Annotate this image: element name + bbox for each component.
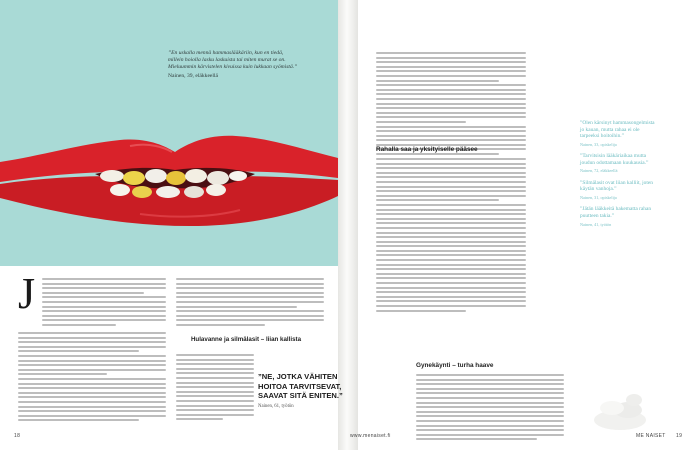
left-page-number: 18 <box>14 433 21 439</box>
pills-image <box>580 380 660 436</box>
left-subhead: Hulavanne ja silmälasit – liian kallista <box>190 336 302 343</box>
body-column-1b <box>18 332 166 424</box>
sidebar-attr-3: Nainen, 31, opiskelija <box>580 194 617 200</box>
right-body-column-1 <box>376 52 526 158</box>
right-subhead-1: Rahalla saa ja yksityiselle pääsee <box>376 146 478 153</box>
sidebar-attr-2: Nainen, 72, eläkkeellä <box>580 168 618 174</box>
right-page-number: 19 <box>676 433 683 439</box>
right-body-column-1b <box>376 158 526 314</box>
body-column-1 <box>42 278 166 329</box>
top-quote-text: ”En uskalla mennä hammaslääkäriin, kun en tiedä, millein hoiolla lasku laskuista tai miten murat se on. Mieluummin kärvistelen kivuissa kuin lukkaan syömistä.” <box>168 50 298 70</box>
sidebar-attr-1: Nainen, 33, opiskelija <box>580 141 617 147</box>
sidebar-attr-4: Nainen, 41, työtön <box>580 221 612 227</box>
pull-quote-text: ”NE, JOTKA VÄHITEN HOITOA TARVITSEVAT, SAAVAT SITÄ ENITEN.” <box>258 372 343 401</box>
top-quote-attribution: Nainen, 39, eläkkeellä <box>168 73 219 79</box>
sidebar-quote-2: ”Tarvitsisin lääkäriaikaa mutta joudun odottamaan kuukausia.” <box>580 153 649 166</box>
photo-mouth-pills <box>0 0 338 266</box>
sidebar-quotes <box>580 120 656 233</box>
sidebar-quote-1: ”Olen kärsinyt hammasongelmista jo kauan, mutta rahaa ei ole tarpeeksi hoitoihin.” <box>580 120 655 140</box>
lips-illustration <box>0 118 338 228</box>
footer-brand: ME NAISET <box>636 433 666 439</box>
pull-quote-attribution: Nainen, 61, työtön <box>258 403 294 409</box>
top-quote <box>168 50 298 80</box>
drop-cap: J <box>18 269 36 318</box>
footer-url: www.menaiset.fi <box>350 433 391 439</box>
pull-quote <box>258 372 362 410</box>
body-column-2b <box>176 354 254 423</box>
sidebar-quote-4: ”Jätän lääkkeitä hakematta rahan puutteen takia.” <box>580 206 652 219</box>
right-subhead-2: Gynekäynti – turha haave <box>416 362 494 369</box>
sidebar-quote-3: ”Silmälasit ovat liian kalliit, joten käytän vanhoja.” <box>580 179 653 193</box>
body-column-2 <box>176 278 324 329</box>
right-body-column-1c <box>416 374 564 443</box>
